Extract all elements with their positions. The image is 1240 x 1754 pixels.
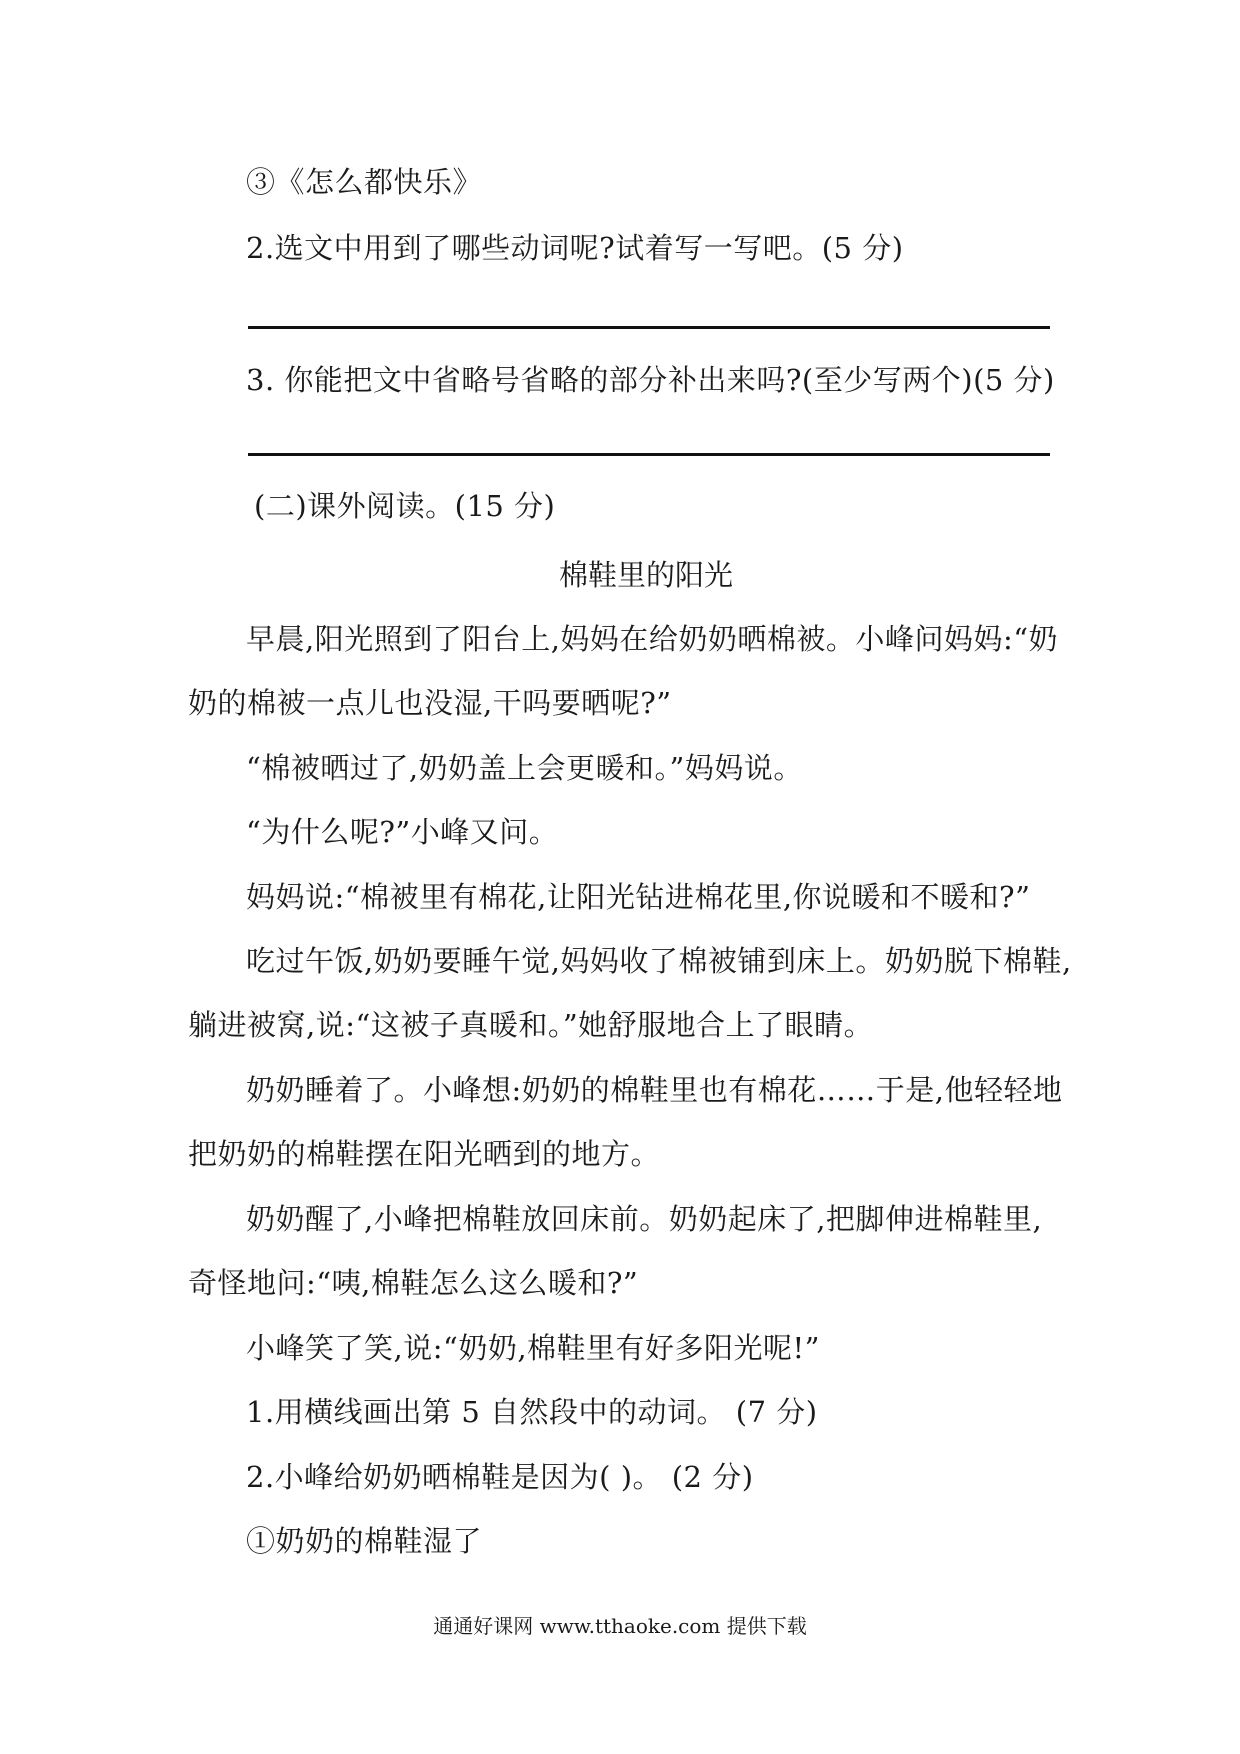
story-title: 棉鞋里的阳光 bbox=[559, 558, 734, 592]
section-heading: (二)课外阅读。(15 分) bbox=[254, 489, 556, 523]
footer-download-note: 通通好课网 www.tthaoke.com 提供下载 bbox=[433, 1614, 807, 1638]
paragraph-line: 奇怪地问:“咦,棉鞋怎么这么暖和?” bbox=[188, 1266, 639, 1300]
reading-question-2: 2.小峰给奶奶晒棉鞋是因为( )。 (2 分) bbox=[246, 1460, 754, 1494]
answer-line-1 bbox=[248, 326, 1050, 329]
paragraph-line: “棉被晒过了,奶奶盖上会更暖和。”妈妈说。 bbox=[246, 751, 803, 785]
question-3-text: 3. 你能把文中省略号省略的部分补出来吗?(至少写两个)(5 分) bbox=[246, 363, 1055, 397]
paragraph-line: 奶奶睡着了。小峰想:奶奶的棉鞋里也有棉花……于是,他轻轻地 bbox=[246, 1073, 1063, 1107]
paragraph-line: “为什么呢?”小峰又问。 bbox=[246, 815, 559, 849]
question-2-text: 2.选文中用到了哪些动词呢?试着写一写吧。(5 分) bbox=[246, 231, 904, 265]
answer-option-1: ①奶奶的棉鞋湿了 bbox=[246, 1524, 483, 1558]
paragraph-line: 早晨,阳光照到了阳台上,妈妈在给奶奶晒棉被。小峰问妈妈:“奶 bbox=[246, 622, 1059, 656]
reading-question-1: 1.用横线画出第 5 自然段中的动词。 (7 分) bbox=[246, 1395, 818, 1429]
paragraph-line: 奶奶醒了,小峰把棉鞋放回床前。奶奶起床了,把脚伸进棉鞋里, bbox=[246, 1202, 1043, 1236]
paragraph-line: 小峰笑了笑,说:“奶奶,棉鞋里有好多阳光呢!” bbox=[246, 1331, 821, 1365]
paragraph-line: 把奶奶的棉鞋摆在阳光晒到的地方。 bbox=[188, 1137, 661, 1171]
paragraph-line: 躺进被窝,说:“这被子真暖和。”她舒服地合上了眼睛。 bbox=[188, 1008, 874, 1042]
paragraph-line: 妈妈说:“棉被里有棉花,让阳光钻进棉花里,你说暖和不暖和?” bbox=[246, 880, 1031, 914]
paragraph-line: 吃过午饭,奶奶要睡午觉,妈妈收了棉被铺到床上。奶奶脱下棉鞋, bbox=[246, 944, 1072, 978]
option-3-text: ③《怎么都快乐》 bbox=[246, 165, 483, 199]
answer-line-2 bbox=[248, 453, 1050, 456]
paragraph-line: 奶的棉被一点儿也没湿,干吗要晒呢?” bbox=[188, 686, 672, 720]
